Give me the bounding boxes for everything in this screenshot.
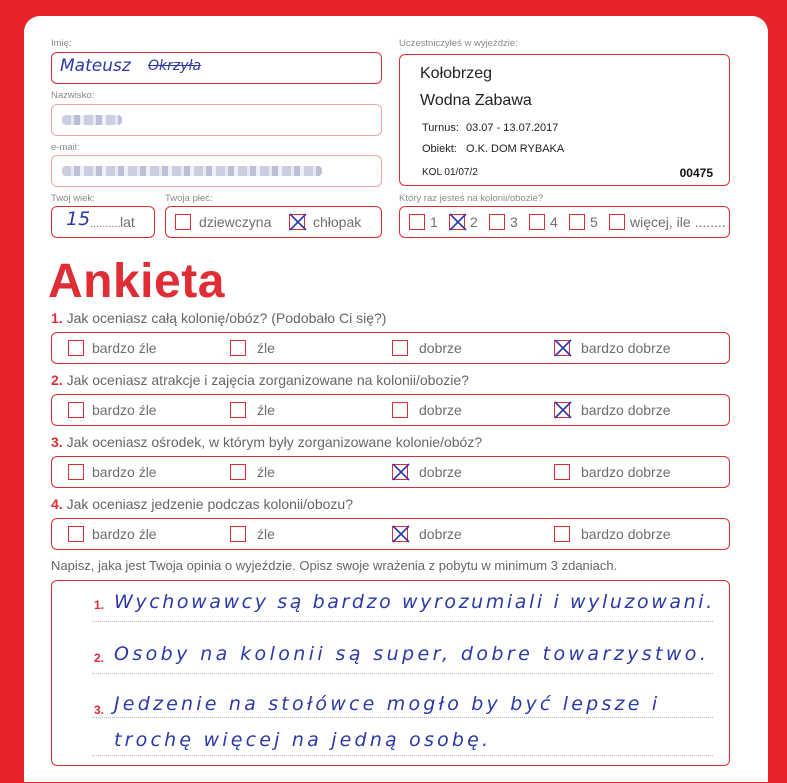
q1-option-3-checkbox[interactable] — [392, 340, 408, 356]
obiekt-value: O.K. DOM RYBAKA — [466, 143, 565, 155]
q2-option-4-checkbox[interactable] — [554, 402, 570, 418]
answer-3-text: Jedzenie na stołówce mogło by być lepsze i — [114, 693, 661, 715]
q3-option-4-label: bardzo dobrze — [581, 464, 671, 480]
times-1-label: 1 — [430, 214, 438, 230]
email-label: e-mail: — [51, 142, 80, 153]
q4-option-3-label: dobrze — [419, 526, 462, 542]
times-3-label: 3 — [510, 214, 518, 230]
q1-option-4-label: bardzo dobrze — [581, 340, 671, 356]
q3-option-1-checkbox[interactable] — [68, 464, 84, 480]
times-2-checkbox[interactable] — [449, 214, 465, 230]
times-5-checkbox[interactable] — [569, 214, 585, 230]
q4-option-2-checkbox[interactable] — [230, 526, 246, 542]
answer-4-text: trochę więcej na jedną osobę. — [114, 729, 492, 751]
name-field[interactable] — [51, 52, 382, 84]
times-field — [399, 206, 730, 238]
times-2-label: 2 — [470, 214, 478, 230]
check-mark-icon — [390, 523, 412, 545]
gender-male-checkbox[interactable] — [289, 214, 305, 230]
question-4-answers — [51, 518, 730, 550]
times-1-checkbox[interactable] — [409, 214, 425, 230]
blurred-email — [62, 166, 322, 176]
q1-option-2-label: źle — [257, 340, 275, 356]
check-mark-icon — [552, 337, 574, 359]
gender-label: Twoja płeć: — [165, 193, 213, 204]
q4-option-4-label: bardzo dobrze — [581, 526, 671, 542]
opinion-prompt: Napisz, jaka jest Twoja opinia o wyjeździe. Opisz swoje wrażenia z pobytu w minimum 3 zdaniach. — [51, 558, 618, 573]
answer-line — [92, 621, 713, 622]
q1-option-4-checkbox[interactable] — [554, 340, 570, 356]
question-2-answers — [51, 394, 730, 426]
check-mark-icon — [390, 461, 412, 483]
q3-option-2-label: źle — [257, 464, 275, 480]
question-3: 3. Jak oceniasz ośrodek, w którym były zorganizowane kolonie/obóz? — [51, 434, 483, 450]
q4-option-2-label: źle — [257, 526, 275, 542]
times-3-checkbox[interactable] — [489, 214, 505, 230]
email-field[interactable] — [51, 155, 382, 187]
q3-option-1-label: bardzo źle — [92, 464, 157, 480]
q4-option-3-checkbox[interactable] — [392, 526, 408, 542]
q2-option-4-label: bardzo dobrze — [581, 402, 671, 418]
survey-title: Ankieta — [48, 255, 225, 308]
age-value: 15 — [66, 208, 91, 230]
opinion-box[interactable] — [51, 580, 730, 766]
answer-1-number: 1. — [94, 598, 105, 612]
q3-option-2-checkbox[interactable] — [230, 464, 246, 480]
trip-name: Wodna Zabawa — [420, 92, 532, 109]
check-mark-icon — [447, 211, 469, 233]
q4-option-1-checkbox[interactable] — [68, 526, 84, 542]
answer-3-number: 3. — [94, 703, 105, 717]
answer-2-text: Osoby na kolonii są super, dobre towarzystwo. — [114, 643, 710, 665]
obiekt-label: Obiekt: — [422, 143, 457, 155]
q3-option-3-checkbox[interactable] — [392, 464, 408, 480]
q2-option-3-label: dobrze — [419, 402, 462, 418]
q3-option-4-checkbox[interactable] — [554, 464, 570, 480]
turnus-label: Turnus: — [422, 122, 459, 134]
q1-option-3-label: dobrze — [419, 340, 462, 356]
times-4-label: 4 — [550, 214, 558, 230]
q4-option-4-checkbox[interactable] — [554, 526, 570, 542]
q2-option-1-label: bardzo źle — [92, 402, 157, 418]
trip-card — [399, 54, 730, 186]
age-dots: .......... — [90, 218, 121, 230]
question-2: 2. Jak oceniasz atrakcje i zajęcia zorganizowane na kolonii/obozie? — [51, 372, 469, 388]
gender-female-label: dziewczyna — [199, 214, 272, 230]
surname-field[interactable] — [51, 104, 382, 136]
times-4-checkbox[interactable] — [529, 214, 545, 230]
times-more-checkbox[interactable] — [609, 214, 625, 230]
gender-male-label: chłopak — [313, 214, 362, 230]
name-label: Imię: — [51, 38, 72, 49]
q1-option-1-checkbox[interactable] — [68, 340, 84, 356]
q1-option-1-label: bardzo źle — [92, 340, 157, 356]
name-value: Mateusz — [60, 56, 131, 76]
times-more-label: więcej, ile ........ — [630, 214, 726, 230]
gender-field — [165, 206, 382, 238]
question-1: 1. Jak oceniasz całą kolonię/obóz? (Podobało Ci się?) — [51, 310, 387, 326]
age-unit: lat — [120, 214, 135, 230]
name-strike: Okrzyła — [148, 58, 202, 74]
age-field[interactable] — [51, 206, 155, 238]
question-1-answers — [51, 332, 730, 364]
survey-sheet — [24, 16, 768, 782]
answer-1-text: Wychowawcy są bardzo wyrozumiali i wyluzowani. — [114, 591, 715, 613]
q2-option-2-label: źle — [257, 402, 275, 418]
answer-line — [92, 717, 713, 718]
q2-option-3-checkbox[interactable] — [392, 402, 408, 418]
check-mark-icon — [287, 211, 309, 233]
question-3-answers — [51, 456, 730, 488]
q2-option-2-checkbox[interactable] — [230, 402, 246, 418]
q3-option-3-label: dobrze — [419, 464, 462, 480]
answer-line — [92, 755, 713, 756]
blurred-surname — [62, 115, 122, 125]
surname-label: Nazwisko: — [51, 90, 95, 101]
trip-city: Kołobrzeg — [420, 65, 493, 82]
check-mark-icon — [552, 399, 574, 421]
q2-option-1-checkbox[interactable] — [68, 402, 84, 418]
answer-2-number: 2. — [94, 651, 105, 665]
answer-line — [92, 673, 713, 674]
trip-label: Uczestniczyłeś w wyjeździe: — [399, 38, 518, 49]
gender-female-checkbox[interactable] — [175, 214, 191, 230]
times-label: Który raz jesteś na kolonii/obozie? — [399, 193, 544, 204]
q4-option-1-label: bardzo źle — [92, 526, 157, 542]
q1-option-2-checkbox[interactable] — [230, 340, 246, 356]
question-4: 4. Jak oceniasz jedzenie podczas kolonii/obozu? — [51, 496, 353, 512]
age-label: Twój wiek: — [51, 193, 95, 204]
trip-number: 00475 — [679, 166, 713, 180]
times-5-label: 5 — [590, 214, 598, 230]
turnus-value: 03.07 - 13.07.2017 — [466, 122, 559, 134]
kol-code: KOL 01/07/2 — [422, 167, 478, 178]
